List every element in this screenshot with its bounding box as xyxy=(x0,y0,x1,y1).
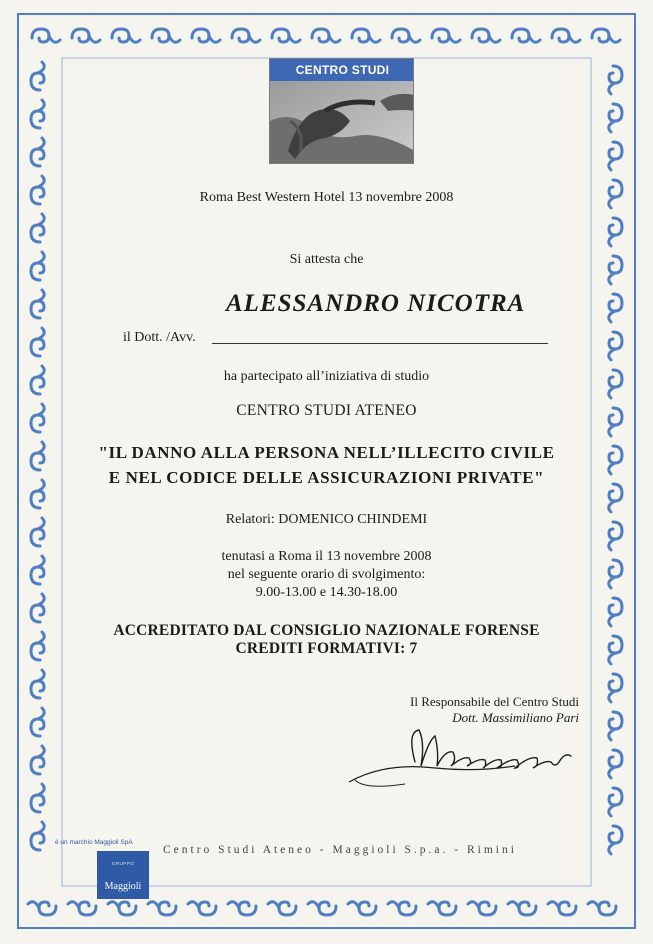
border-scroll-ornament xyxy=(31,670,44,698)
border-scroll-ornament xyxy=(388,902,416,915)
border-scroll-ornament xyxy=(28,902,56,915)
border-scroll-ornament xyxy=(72,29,100,42)
speakers: Relatori: DOMENICO CHINDEMI xyxy=(225,512,428,527)
border-scroll-ornament xyxy=(31,138,44,166)
border-scroll-ornament xyxy=(428,902,456,915)
footer-publisher-line: Centro Studi Ateneo - Maggioli S.p.a. - Rimini xyxy=(163,844,517,856)
border-scroll-ornament xyxy=(609,104,622,132)
border-scroll-ornament xyxy=(192,29,220,42)
border-scroll-ornament xyxy=(609,788,622,816)
border-scroll-ornament xyxy=(31,784,44,812)
attestation-intro: Si attesta che xyxy=(289,252,364,267)
border-scroll-ornament xyxy=(468,902,496,915)
held-line3: 9.00-13.00 e 14.30-18.00 xyxy=(255,585,398,600)
border-scroll-ornament xyxy=(31,290,44,318)
border-scroll-ornament xyxy=(592,29,620,42)
course-title-line1: "IL DANNO ALLA PERSONA NELL’ILLECITO CIVILE xyxy=(98,443,555,462)
border-scroll-ornament xyxy=(308,902,336,915)
border-scroll-ornament xyxy=(108,902,136,915)
border-scroll-ornament xyxy=(552,29,580,42)
border-scroll-ornament xyxy=(268,902,296,915)
border-scroll-ornament xyxy=(31,214,44,242)
border-scroll-ornament xyxy=(609,332,622,360)
recipient-label: il Dott. /Avv. xyxy=(123,330,196,345)
border-scroll-ornament xyxy=(228,902,256,915)
border-scroll-ornament xyxy=(392,29,420,42)
organizer-name: CENTRO STUDI ATENEO xyxy=(236,402,417,419)
border-scroll-ornament xyxy=(272,29,300,42)
maggioli-brand-note: è un marchio Maggioli SpA xyxy=(55,839,133,846)
name-underline xyxy=(212,343,548,344)
maggioli-logo-main: Maggioli xyxy=(104,881,142,892)
border-scroll-ornament xyxy=(512,29,540,42)
place-date: Roma Best Western Hotel 13 novembre 2008 xyxy=(199,190,454,205)
held-line1: tenutasi a Roma il 13 novembre 2008 xyxy=(221,549,432,564)
signatory-name: Dott. Massimiliano Pari xyxy=(452,710,579,725)
border-scroll-ornament xyxy=(609,484,622,512)
border-scroll-ornament xyxy=(188,902,216,915)
border-scroll-ornament xyxy=(312,29,340,42)
recipient-name: ALESSANDRO NICOTRA xyxy=(226,290,526,317)
border-scroll-ornament xyxy=(588,902,616,915)
border-scroll-ornament xyxy=(112,29,140,42)
border-scroll-ornament xyxy=(609,294,622,322)
border-scroll-ornament xyxy=(609,142,622,170)
border-scroll-ornament xyxy=(609,750,622,778)
border-scroll-ornament xyxy=(232,29,260,42)
border-scroll-ornament xyxy=(472,29,500,42)
signatory-role: Il Responsabile del Centro Studi xyxy=(410,694,579,709)
border-scroll-ornament xyxy=(31,708,44,736)
accreditation-line1: ACCREDITATO DAL CONSIGLIO NAZIONALE FORENSE xyxy=(113,622,540,639)
border-scroll-ornament xyxy=(31,746,44,774)
logo-band-text: CENTRO STUDI xyxy=(270,59,414,81)
handwritten-signature xyxy=(345,722,585,792)
border-scroll-ornament xyxy=(609,674,622,702)
accreditation-line2: CREDITI FORMATIVI: 7 xyxy=(235,640,418,657)
border-scroll-ornament xyxy=(609,66,622,94)
border-scroll-ornament xyxy=(148,902,176,915)
border-scroll-ornament xyxy=(432,29,460,42)
course-title-line2: E NEL CODICE DELLE ASSICURAZIONI PRIVATE" xyxy=(108,468,545,487)
participation-text: ha partecipato all’iniziativa di studio xyxy=(223,369,430,384)
border-scroll-ornament xyxy=(31,62,44,90)
border-scroll-ornament xyxy=(508,902,536,915)
border-scroll-ornament xyxy=(352,29,380,42)
held-line2: nel seguente orario di svolgimento: xyxy=(227,567,426,582)
border-scroll-ornament xyxy=(31,328,44,356)
fresco-creation-of-adam-image xyxy=(270,81,414,164)
border-scroll-ornament xyxy=(348,902,376,915)
centro-studi-logo xyxy=(269,58,414,164)
border-scroll-ornament xyxy=(609,712,622,740)
border-scroll-ornament xyxy=(609,826,622,854)
maggioli-logo xyxy=(97,851,149,899)
border-scroll-ornament xyxy=(31,822,44,850)
border-scroll-ornament xyxy=(152,29,180,42)
border-scroll-ornament xyxy=(68,902,96,915)
border-scroll-ornament xyxy=(31,100,44,128)
border-scroll-ornament xyxy=(548,902,576,915)
border-scroll-ornament xyxy=(32,29,60,42)
border-scroll-ornament xyxy=(609,218,622,246)
maggioli-logo-sub: GRUPPO xyxy=(111,861,135,866)
